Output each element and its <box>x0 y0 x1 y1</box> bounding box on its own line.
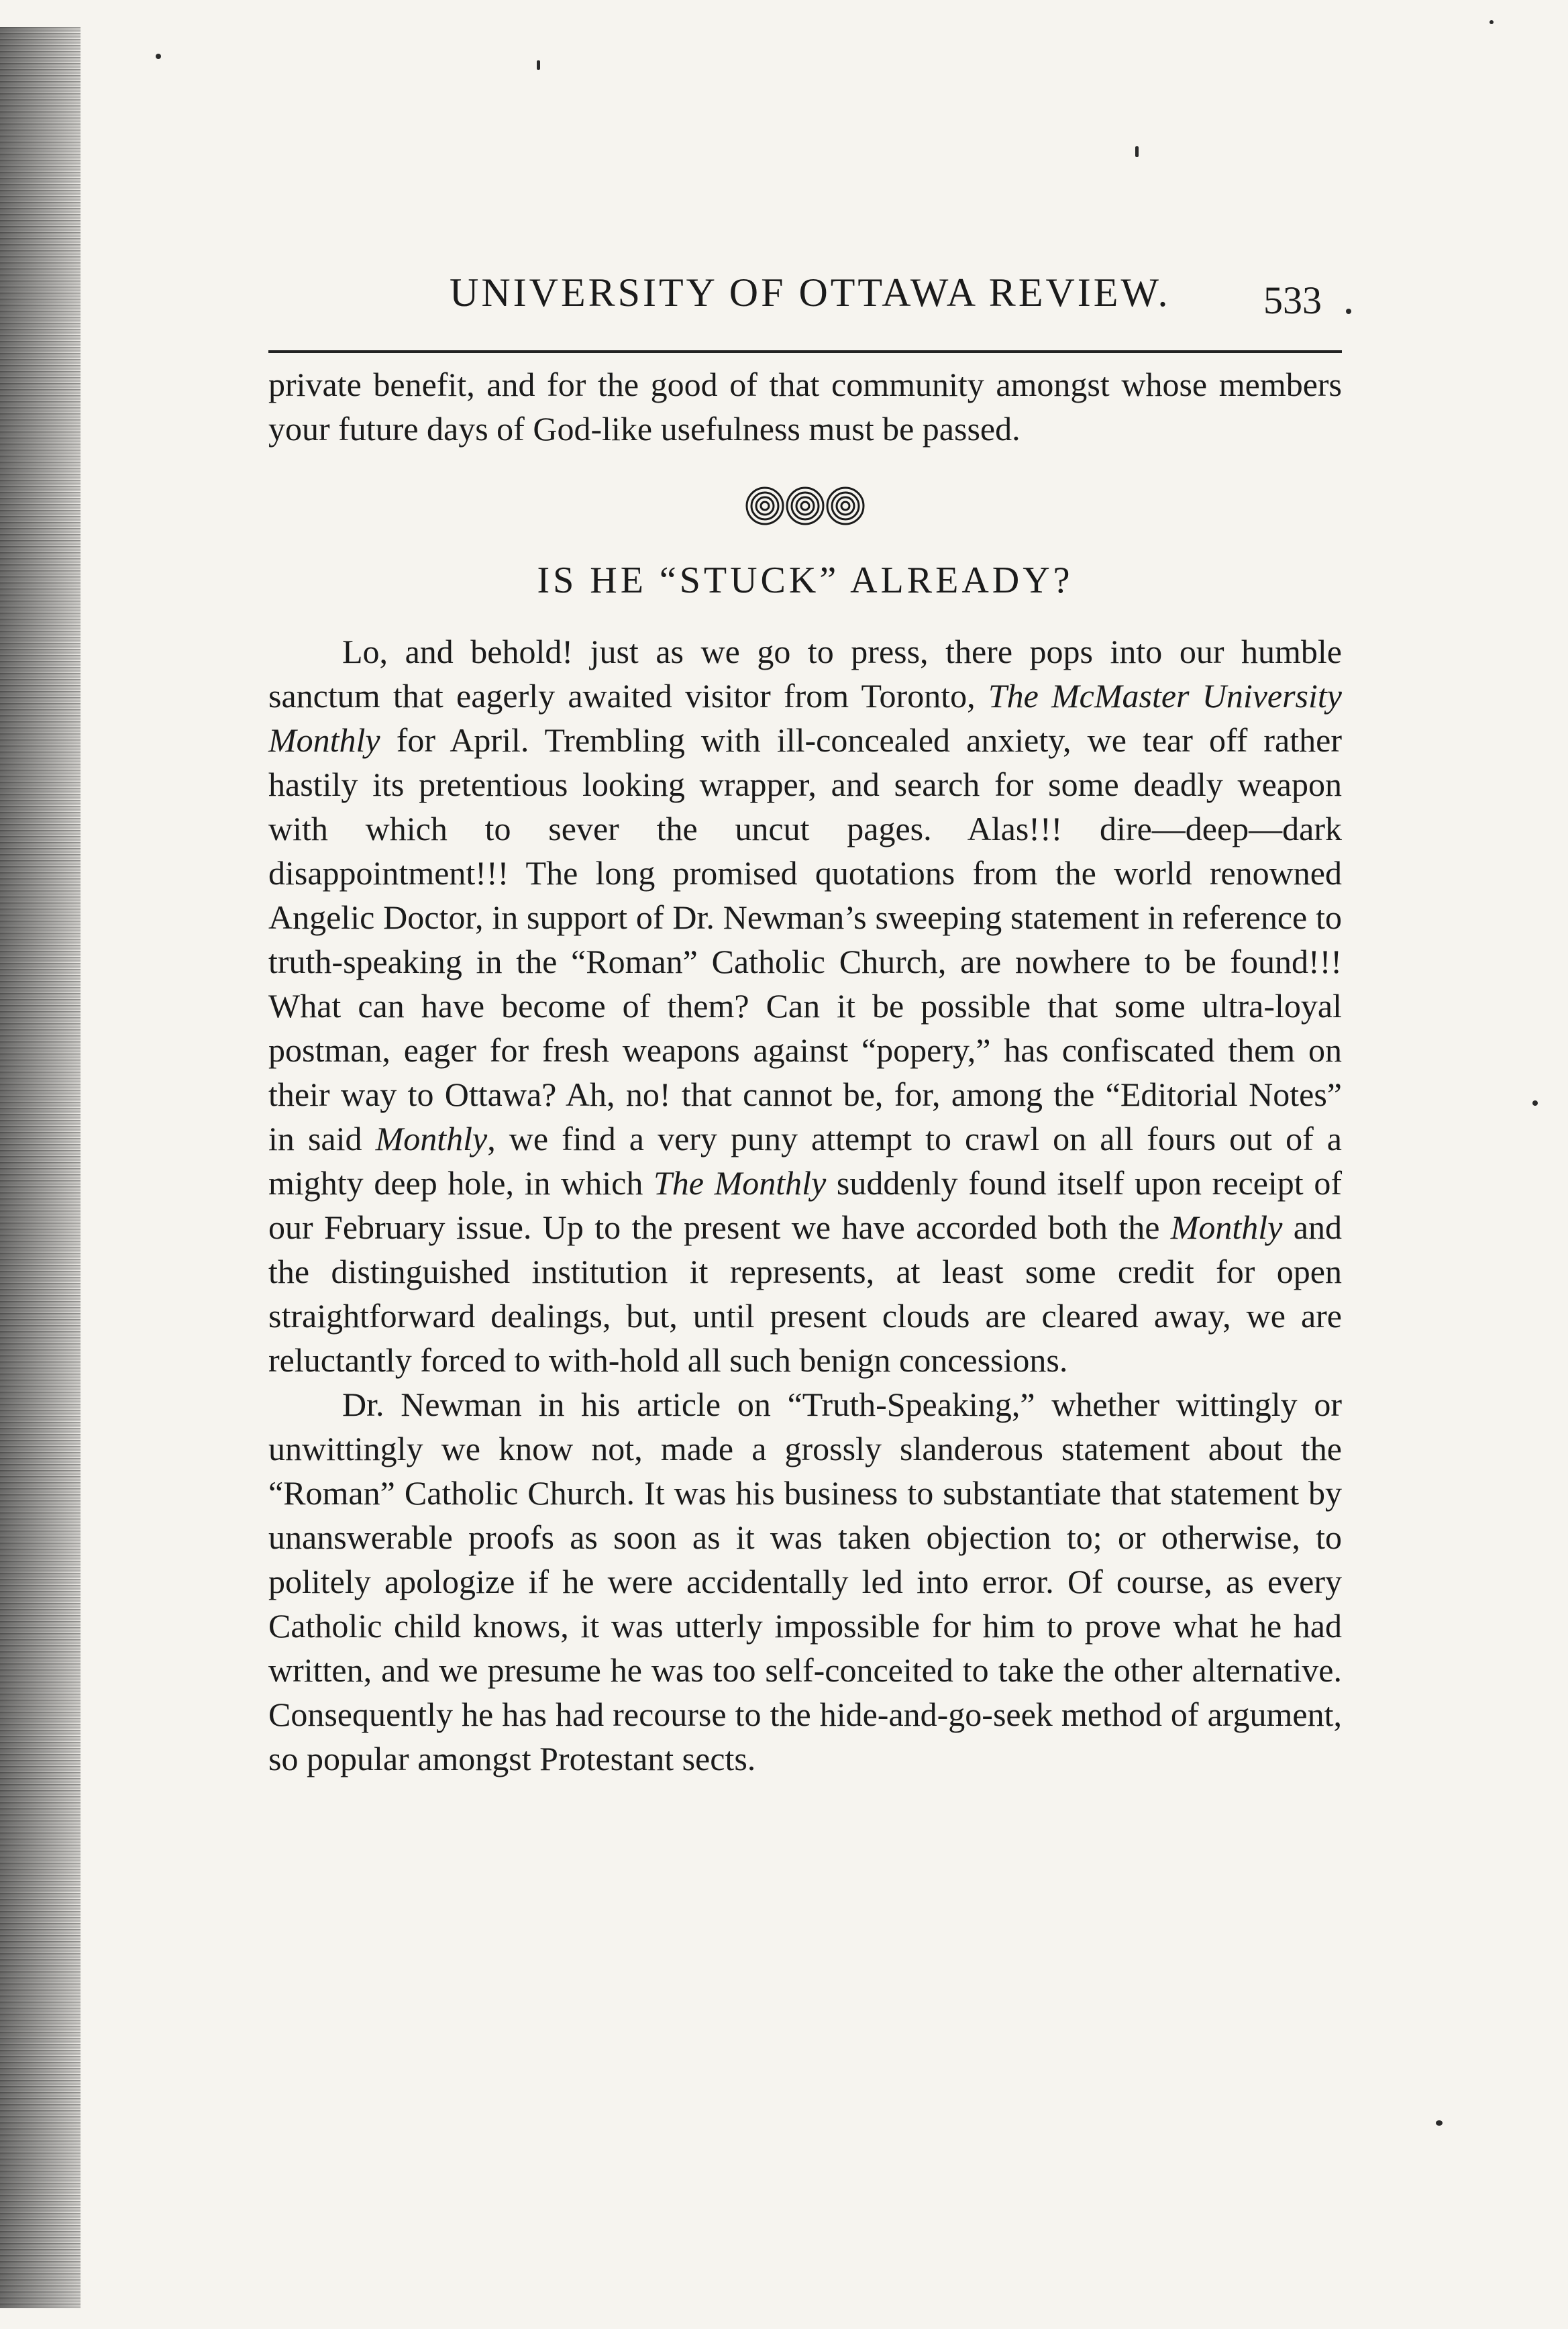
paragraph-2: Dr. Newman in his article on “Truth-Speaking,” whether wittingly or unwittingly we know not, made a grossly slanderous statement about the “Roman” Catholic Church. It was his business to substantiate that statement by unanswerable proofs as soon as it was taken objection to; or otherwise, to politely apologize if he were accidentally led into error. Of course, as every Catholic child knows, it was utterly impossible for him to prove what he had written, and we presume he was too self-conceited to take the other alternative. Consequently he has had recourse to the hide-and-go-seek method of argument, so popular amongst Protestant sects. <box>268 1386 1342 1777</box>
monthly-title: Monthly <box>1170 1208 1283 1246</box>
article-body <box>268 362 1342 1781</box>
running-head-title: UNIVERSITY OF OTTAWA REVIEW. <box>450 270 1171 315</box>
paragraph-1-part-1: Lo, and behold! just as we go to press, there pops into our humble sanctum that eagerly awaited visitor from Toronto, <box>268 633 1342 715</box>
scan-speck <box>1489 20 1494 24</box>
spiral-ornament-icon <box>745 486 866 526</box>
page-binding-edge <box>0 27 81 2308</box>
paragraph-1 <box>268 629 1342 1382</box>
triple-spiral-ornament-icon <box>268 486 1342 526</box>
scan-speck <box>537 60 540 70</box>
scan-speck <box>156 54 161 59</box>
journal-page <box>268 255 1342 1781</box>
running-head <box>268 255 1342 335</box>
scan-speck <box>1346 309 1351 314</box>
page-number: 533 <box>1263 278 1322 322</box>
header-rule <box>268 350 1342 353</box>
journal-title: The McMaster University Monthly <box>268 677 1342 759</box>
scan-speck <box>1436 2120 1443 2126</box>
scan-speck <box>1532 1100 1538 1106</box>
section-title: IS HE “STUCK” ALREADY? <box>537 560 1074 601</box>
paragraph-1-part-2: for April. Trembling with ill-concealed anxiety, we tear off rather hastily its pretentious looking wrapper, and search for some deadly weapon with which to sever the uncut pages. Alas!!! dire—deep—dark disappointment!!! The long promised quotations from the world renowned Angelic Doctor, in support of Dr. Newman’s sweeping statement in reference to truth-speaking in the “Roman” Catholic Church, are nowhere to be found!!! What can have become of them? Can it be possible that some ultra-loyal postman, eager for fresh weapons against “popery,” has confiscated them on their way to Ottawa? Ah, no! that cannot be, for, among the “Editorial Notes” in said <box>268 721 1342 1157</box>
monthly-title: The Monthly <box>653 1164 827 1202</box>
paragraph-1-part-5: and the distinguished institution it represents, at least some credit for open straightforward dealings, but, until present clouds are cleared away, we are reluctantly forced to with-hold all such benign concessions. <box>268 1208 1342 1379</box>
paragraph-1-part-4: suddenly found itself upon receipt of our February issue. Up to the present we have accorded both the <box>268 1164 1342 1246</box>
continuation-paragraph: private benefit, and for the good of that community amongst whose members your future days of God-like usefulness must be passed. <box>268 366 1342 448</box>
paragraph-1-part-3: , we find a very puny attempt to crawl on all fours out of a mighty deep hole, in which <box>268 1120 1342 1202</box>
monthly-title: Monthly <box>375 1120 488 1157</box>
scan-speck <box>1135 146 1139 157</box>
